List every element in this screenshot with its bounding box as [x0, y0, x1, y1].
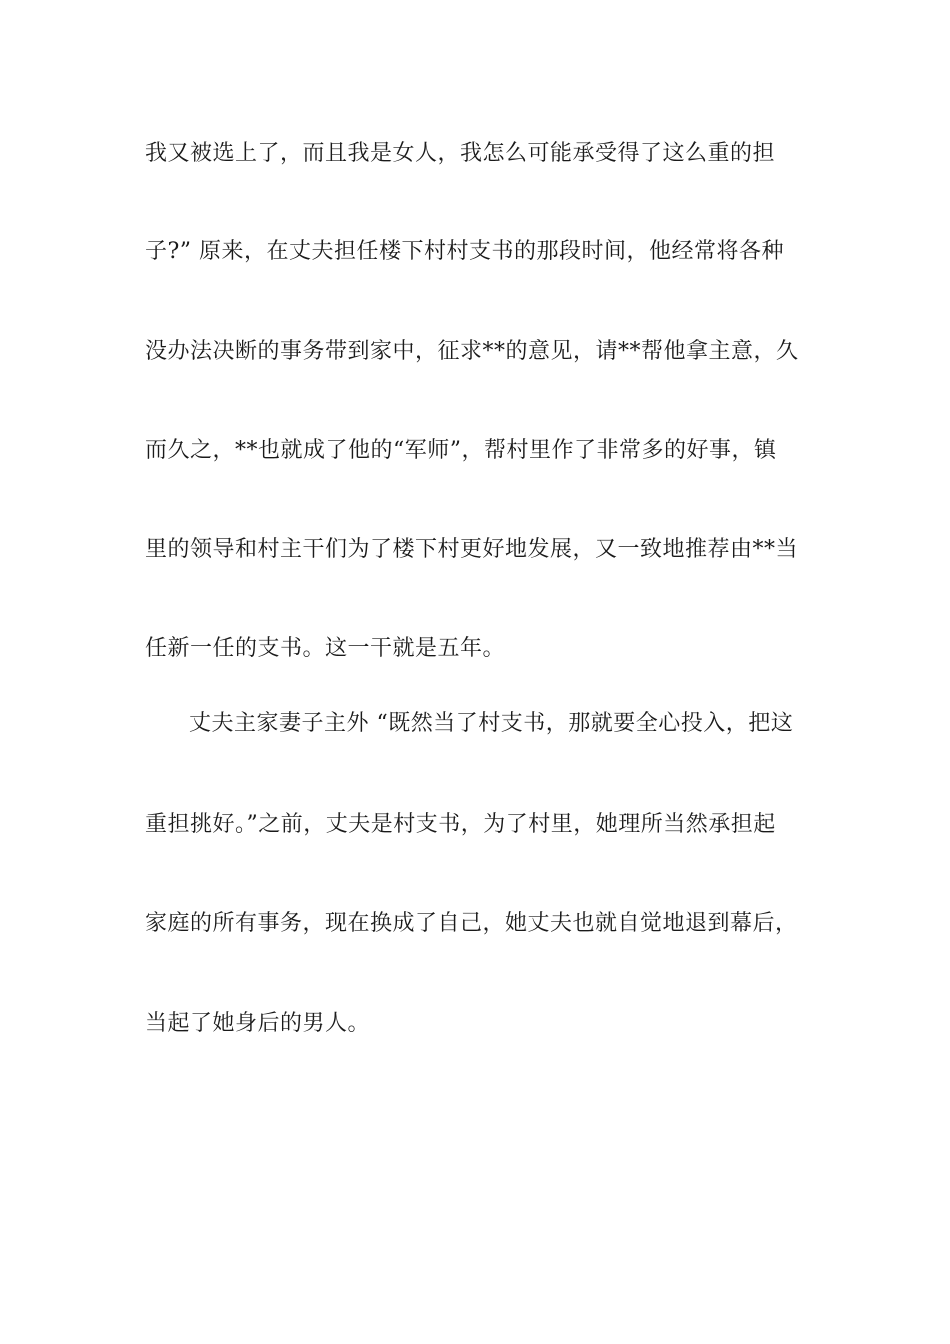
paragraph-1-line-4: 而久之，**也就成了他的“军师”，帮村里作了非常多的好事，镇	[145, 438, 777, 463]
paragraph-2-line-2: 重担挑好。”之前，丈夫是村支书，为了村里，她理所当然承担起	[145, 812, 776, 837]
paragraph-2-line-3: 家庭的所有事务，现在换成了自己，她丈夫也就自觉地退到幕后，	[145, 911, 798, 936]
paragraph-1-line-3: 没办法决断的事务带到家中，征求**的意见，请**帮他拿主意，久	[145, 339, 799, 364]
paragraph-1-line-1: 我又被选上了，而且我是女人，我怎么可能承受得了这么重的担	[145, 141, 776, 166]
paragraph-1-line-6: 任新一任的支书。这一干就是五年。	[145, 636, 506, 661]
paragraph-1-line-5: 里的领导和村主干们为了楼下村更好地发展，又一致地推荐由**当	[145, 537, 799, 562]
paragraph-1-line-2: 子?” 原来，在丈夫担任楼下村村支书的那段时间，他经常将各种	[145, 239, 785, 264]
paragraph-2-line-4: 当起了她身后的男人。	[145, 1011, 371, 1036]
paragraph-2-line-1: 丈夫主家妻子主外 “既然当了村支书，那就要全心投入，把这	[189, 711, 794, 736]
